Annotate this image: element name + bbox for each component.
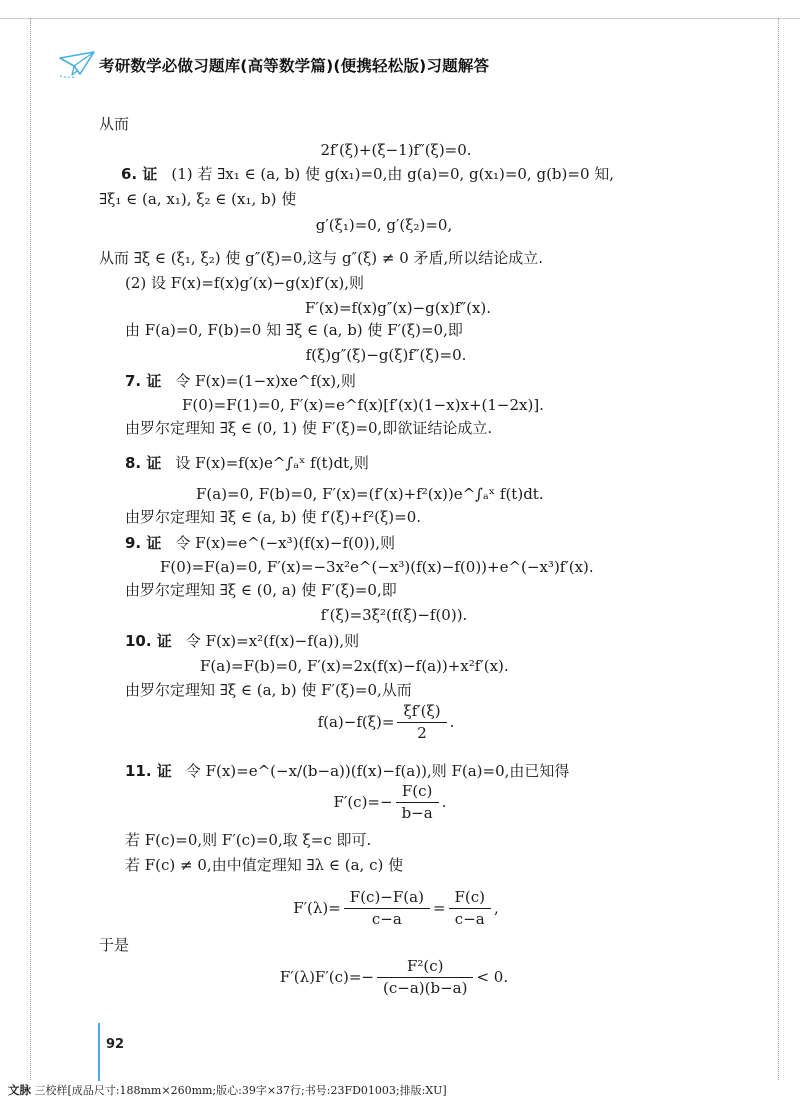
problem-text: 令 F(x)=e^(−x/(b−a))(f(x)−f(a)),则 F(a)=0,由已知得 <box>185 762 570 780</box>
problem-label: 10. 证 <box>125 632 172 650</box>
numerator: F(c)−F(a) <box>344 890 430 909</box>
formula-line: f′(ξ)=3ξ²(f(ξ)−f(0)). <box>320 606 468 624</box>
fraction-equation <box>0 784 790 821</box>
problem-label: 7. 证 <box>125 372 162 390</box>
problem-text: 令 F(x)=e^(−x³)(f(x)−f(0)),则 <box>175 534 396 552</box>
running-header-title: 考研数学必做习题库(高等数学篇)(便携轻松版)习题解答 <box>99 57 490 75</box>
formula-line: g′(ξ₁)=0, g′(ξ₂)=0, <box>315 216 453 234</box>
text-line: 由罗尔定理知 ∃ξ ∈ (a, b) 使 f′(ξ)+f²(ξ)=0. <box>125 508 422 526</box>
footer-brand: 文脉 <box>8 1083 31 1097</box>
equation-lhs: F′(c)=− <box>333 793 393 811</box>
equation-lhs: F′(λ)F′(c)=− <box>279 968 374 986</box>
page-number-rule <box>98 1023 100 1081</box>
problem-label: 11. 证 <box>125 762 172 780</box>
equation-equals: = <box>432 899 446 917</box>
print-footer <box>8 1082 447 1098</box>
equation-lhs: f(a)−f(ξ)= <box>317 713 395 731</box>
equation-tail: . <box>449 713 455 731</box>
page-frame-top <box>0 18 800 19</box>
problem-7 <box>125 374 356 389</box>
problem-text: (1) 若 ∃x₁ ∈ (a, b) 使 g(x₁)=0,由 g(a)=0, g(x₁)=0, g(b)=0 知, <box>171 165 615 183</box>
denominator: c−a <box>454 910 485 928</box>
equation-tail: < 0. <box>476 968 509 986</box>
problem-text: 设 F(x)=f(x)e^∫ₐˣ f(t)dt,则 <box>175 454 369 472</box>
fraction-equation <box>0 704 786 741</box>
fraction-equation <box>0 890 796 927</box>
problem-11 <box>125 764 569 779</box>
fraction <box>396 784 439 821</box>
problem-9 <box>125 536 395 551</box>
problem-text: 令 F(x)=(1−x)xe^f(x),则 <box>175 372 356 390</box>
numerator: F²(c) <box>377 959 473 978</box>
fraction <box>344 890 430 927</box>
text-line: ∃ξ₁ ∈ (a, x₁), ξ₂ ∈ (x₁, b) 使 <box>99 190 297 208</box>
page-number: 92 <box>106 1037 125 1052</box>
problem-10 <box>125 634 359 649</box>
formula-line: F(a)=0, F(b)=0, F′(x)=(f′(x)+f²(x))e^∫ₐˣ f(t)dt. <box>196 485 544 503</box>
problem-6 <box>121 167 614 182</box>
equation-lhs: F′(λ)= <box>293 899 341 917</box>
paper-plane-icon <box>58 48 96 80</box>
text-line: (2) 设 F(x)=f(x)g′(x)−g(x)f′(x),则 <box>125 274 365 292</box>
denominator: 2 <box>417 724 427 742</box>
fraction <box>449 890 492 927</box>
text-line: 由罗尔定理知 ∃ξ ∈ (0, a) 使 F′(ξ)=0,即 <box>125 581 397 599</box>
problem-label: 9. 证 <box>125 534 162 552</box>
numerator: F(c) <box>449 890 492 909</box>
text-line: 由罗尔定理知 ∃ξ ∈ (0, 1) 使 F′(ξ)=0,即欲证结论成立. <box>125 419 493 437</box>
text-line: 若 F(c)=0,则 F′(c)=0,取 ξ=c 即可. <box>125 831 372 849</box>
text-line: 从而 ∃ξ ∈ (ξ₁, ξ₂) 使 g″(ξ)=0,这与 g″(ξ) ≠ 0 矛盾,所以结论成立. <box>99 249 544 267</box>
text-line: 若 F(c) ≠ 0,由中值定理知 ∃λ ∈ (a, c) 使 <box>125 856 404 874</box>
formula-line: F(0)=F(1)=0, F′(x)=e^f(x)[f′(x)(1−x)x+(1−2x)]. <box>182 396 544 414</box>
formula-line: 2f′(ξ)+(ξ−1)f″(ξ)=0. <box>320 141 472 159</box>
formula-line: f(ξ)g″(ξ)−g(ξ)f″(ξ)=0. <box>305 346 467 364</box>
text-line: 由罗尔定理知 ∃ξ ∈ (a, b) 使 F′(ξ)=0,从而 <box>125 681 412 699</box>
denominator: b−a <box>401 804 433 822</box>
numerator: ξf′(ξ) <box>397 704 446 723</box>
fraction <box>397 704 446 741</box>
numerator: F(c) <box>396 784 439 803</box>
denominator: (c−a)(b−a) <box>383 979 468 997</box>
problem-8 <box>125 456 369 471</box>
text-line: 从而 <box>99 115 130 133</box>
text-line: 由 F(a)=0, F(b)=0 知 ∃ξ ∈ (a, b) 使 F′(ξ)=0,即 <box>125 321 463 339</box>
fraction-equation <box>0 959 794 996</box>
denominator: c−a <box>371 910 402 928</box>
problem-label: 6. 证 <box>121 165 158 183</box>
text-line: 于是 <box>99 936 130 954</box>
formula-line: F(0)=F(a)=0, F′(x)=−3x²e^(−x³)(f(x)−f(0))+e^(−x³)f′(x). <box>160 558 594 576</box>
equation-tail: , <box>494 899 499 917</box>
footer-text: 三校样[成品尺寸:188mm×260mm;版心:39字×37行;书号:23FD01003;排版:XU] <box>34 1084 447 1097</box>
problem-label: 8. 证 <box>125 454 162 472</box>
fraction <box>377 959 473 996</box>
equation-tail: . <box>441 793 447 811</box>
problem-text: 令 F(x)=x²(f(x)−f(a)),则 <box>185 632 360 650</box>
formula-line: F(a)=F(b)=0, F′(x)=2x(f(x)−f(a))+x²f′(x). <box>200 657 509 675</box>
formula-line: F′(x)=f(x)g″(x)−g(x)f″(x). <box>304 299 492 317</box>
